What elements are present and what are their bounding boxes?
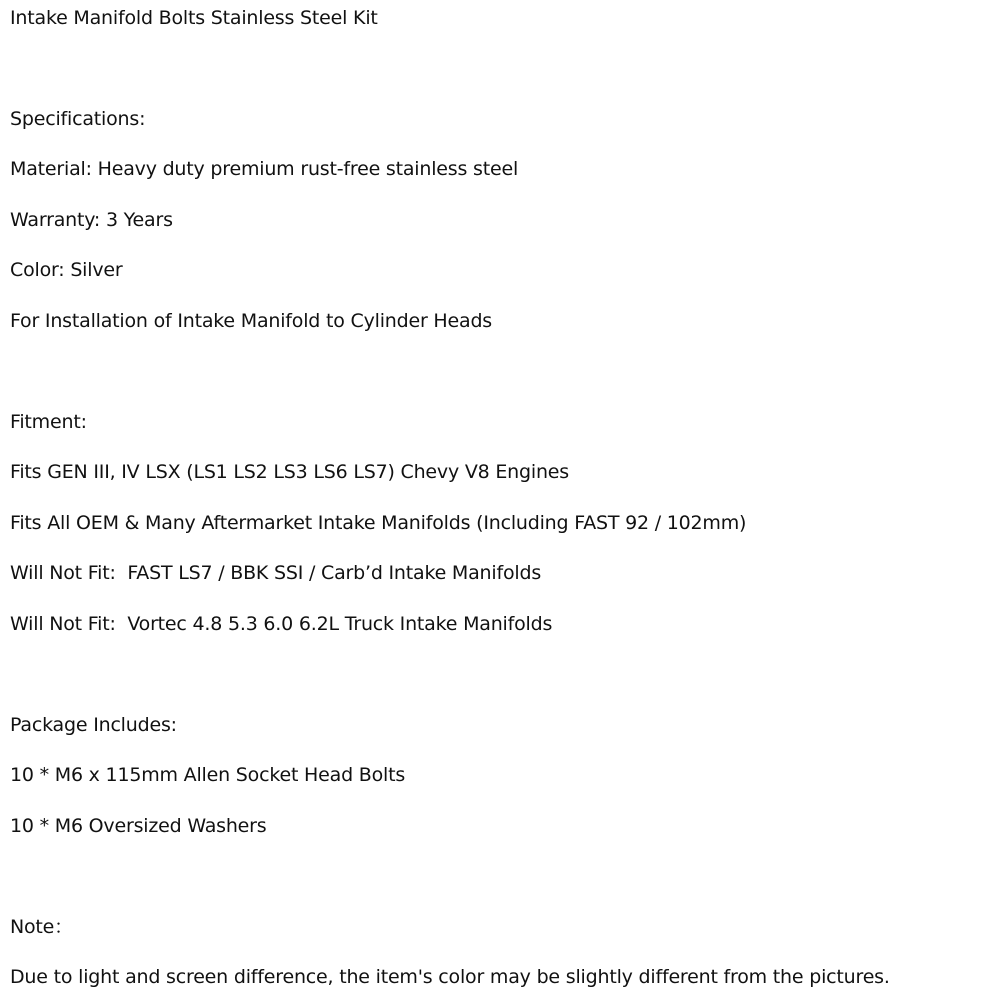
fitment-heading: Fitment: xyxy=(10,411,87,433)
spec-installation: For Installation of Intake Manifold to Cylinder Heads xyxy=(10,310,492,332)
package-washers: 10 * M6 Oversized Washers xyxy=(10,815,267,837)
package-heading: Package Includes: xyxy=(10,714,177,736)
product-title: Intake Manifold Bolts Stainless Steel Kit xyxy=(10,7,378,29)
package-bolts: 10 * M6 x 115mm Allen Socket Head Bolts xyxy=(10,764,406,786)
fitment-gen-engines: Fits GEN III, IV LSX (LS1 LS2 LS3 LS6 LS7) Chevy V8 Engines xyxy=(10,461,569,483)
fitment-not-fit-fast: Will Not Fit: FAST LS7 / BBK SSI / Carb’d Intake Manifolds xyxy=(10,562,542,584)
fitment-not-fit-vortec: Will Not Fit: Vortec 4.8 5.3 6.0 6.2L Truck Intake Manifolds xyxy=(10,613,553,635)
spec-color: Color: Silver xyxy=(10,259,123,281)
note-heading: Note： xyxy=(10,916,73,938)
specifications-heading: Specifications: xyxy=(10,108,146,130)
spec-warranty: Warranty: 3 Years xyxy=(10,209,173,231)
note-text: Due to light and screen difference, the item's color may be slightly different from the pictures. xyxy=(10,966,890,988)
spec-material: Material: Heavy duty premium rust-free stainless steel xyxy=(10,158,519,180)
fitment-oem-manifolds: Fits All OEM & Many Aftermarket Intake Manifolds (Including FAST 92 / 102mm) xyxy=(10,512,747,534)
